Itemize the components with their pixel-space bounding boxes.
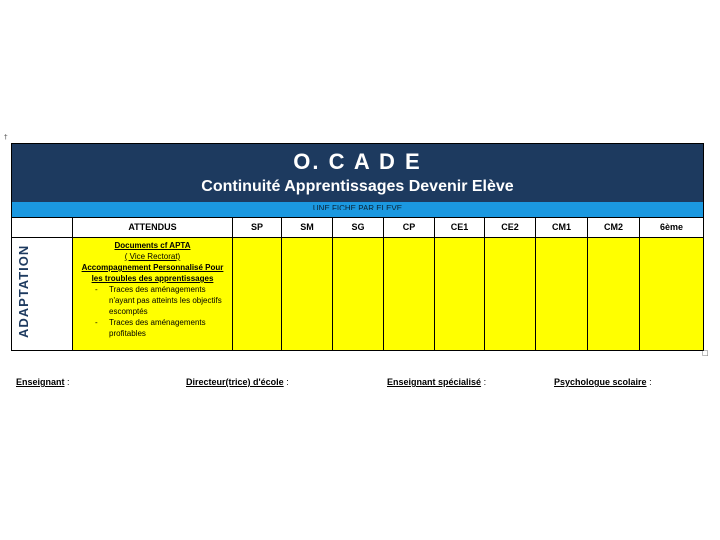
footer-specialise bbox=[387, 377, 486, 387]
cell-6eme[interactable] bbox=[640, 238, 703, 350]
attendus-line3: Accompagnement Personnalisé Pour les troubles des apprentissages bbox=[81, 263, 224, 283]
page-subtitle: Continuité Apprentissages Devenir Elève bbox=[201, 178, 514, 195]
footer-directeur-label: Directeur(trice) d'école bbox=[186, 377, 284, 387]
footer-psychologue-label: Psychologue scolaire bbox=[554, 377, 647, 387]
cell-sg[interactable] bbox=[333, 238, 384, 350]
footer-enseignant-label: Enseignant bbox=[16, 377, 65, 387]
header-sm: SM bbox=[282, 218, 333, 237]
attendus-line2: ( Vice Rectorat) bbox=[124, 252, 181, 261]
cell-cm2[interactable] bbox=[588, 238, 640, 350]
cell-cm1[interactable] bbox=[536, 238, 588, 350]
header-blank-cell bbox=[12, 218, 73, 237]
header-cm2: CM2 bbox=[588, 218, 640, 237]
attendus-bullet-list bbox=[73, 284, 232, 339]
row-label-cell bbox=[12, 238, 73, 350]
cell-ce2[interactable] bbox=[485, 238, 536, 350]
column-header-row bbox=[12, 217, 703, 238]
adaptation-row bbox=[12, 238, 703, 350]
footer-psychologue bbox=[554, 377, 652, 387]
cade-sheet bbox=[11, 143, 704, 351]
header-ce1: CE1 bbox=[435, 218, 485, 237]
header-ce2: CE2 bbox=[485, 218, 536, 237]
header-sg: SG bbox=[333, 218, 384, 237]
title-bar bbox=[12, 144, 703, 202]
attendus-bullet: - Traces des aménagements n'ayant pas atteints les objectifs escomptés bbox=[95, 284, 232, 317]
attendus-bullet: - Traces des aménagements profitables bbox=[95, 317, 232, 339]
corner-marker-icon: □ bbox=[702, 349, 709, 357]
header-attendus: ATTENDUS bbox=[73, 218, 233, 237]
info-strip bbox=[12, 202, 703, 217]
cell-ce1[interactable] bbox=[435, 238, 485, 350]
footer-enseignant bbox=[16, 377, 70, 387]
footer-specialise-label: Enseignant spécialisé bbox=[387, 377, 482, 387]
header-sp: SP bbox=[233, 218, 282, 237]
header-cm1: CM1 bbox=[536, 218, 588, 237]
row-label: ADAPTATION bbox=[16, 244, 31, 338]
header-6eme: 6ème bbox=[659, 222, 684, 232]
footer-directeur bbox=[186, 377, 289, 387]
page-title: O. C A D E bbox=[293, 149, 422, 174]
cell-cp[interactable] bbox=[384, 238, 435, 350]
attendus-line1: Documents cf APTA bbox=[114, 241, 191, 250]
corner-marker-icon: † bbox=[4, 133, 8, 141]
footer-colon: : bbox=[649, 377, 652, 387]
cell-sm[interactable] bbox=[282, 238, 333, 350]
footer-colon: : bbox=[67, 377, 70, 387]
header-cp: CP bbox=[384, 218, 435, 237]
attendus-cell[interactable] bbox=[73, 238, 233, 350]
strip-text: UNE FICHE PAR ELEVE bbox=[312, 204, 403, 210]
cell-sp[interactable] bbox=[233, 238, 282, 350]
footer-colon: : bbox=[483, 377, 487, 387]
footer-colon: : bbox=[286, 377, 289, 387]
